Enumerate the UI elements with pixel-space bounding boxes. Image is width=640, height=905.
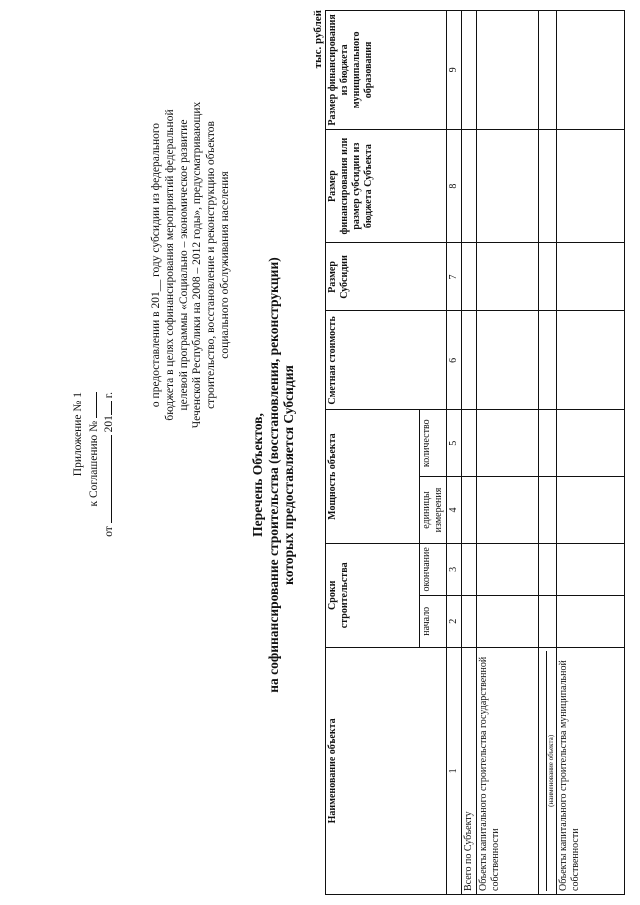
table-row [477,11,539,895]
annex-date-from: от [103,526,115,537]
row-municipal-objects-label: Объекты капитального строительства муниципальной собственности [557,647,625,894]
column-number: 8 [447,129,462,243]
header-capacity-unit: единицы измерения [420,477,447,544]
column-numbers-row [447,11,462,895]
annex-date [101,392,117,622]
column-number: 2 [447,595,462,647]
purpose-line: Чеченской Республики на 2008 – 2012 годы», предусматривающих [191,101,204,429]
header-row [326,11,420,895]
title-line: на софинансирование строительства (восстановления, реконструкции) [265,257,281,693]
annex-header [72,392,117,622]
column-number: 9 [447,11,462,130]
annex-agreement [86,392,102,622]
table-row [557,11,625,895]
purpose-line: строительство, восстановление и реконструкцию объектов [205,121,218,409]
header-terms-end: окончание [420,543,447,595]
column-number: 5 [447,410,462,477]
purpose-line: социального обслуживания населения [218,171,231,359]
units-label: тыс. рублей [312,10,324,69]
purpose-line: целевой программы «Социально – экономическое развитие [177,119,190,411]
annex-date-year: 201 [103,415,115,433]
object-name-caption: (наименование объекта) [546,651,555,891]
header-estimate: Сметная стоимость [326,311,447,410]
annex-agreement-label: к Соглашению № [87,420,100,507]
column-number: 1 [447,647,462,894]
row-total-label: Всего по Субъекту [462,647,477,894]
header-subject-funding: Размер финансирования или размер субсидии из бюджета Субъекта [326,129,447,243]
header-name: Наименование объекта [326,647,447,894]
title-line: Перечень Объектов, [250,413,265,537]
annex-date-g: г. [103,392,115,399]
column-number: 4 [447,477,462,544]
annex-number: Приложение № 1 [72,392,84,477]
row-object-name-cell [539,647,557,894]
column-number: 6 [447,311,462,410]
title-line: которых предоставляется Субсидия [281,365,296,585]
column-number: 3 [447,543,462,595]
header-capacity: Мощность объекта [326,410,420,544]
column-number: 7 [447,243,462,311]
table-row [462,11,477,895]
purpose-line: бюджета в целях софинансирования мероприятий федеральной [163,109,176,421]
table-row [539,11,557,895]
header-terms-start: начало [420,595,447,647]
header-capacity-qty: количество [420,410,447,477]
objects-table [325,10,625,895]
purpose-line: о предоставлении в 201__ году субсидии из федерального [150,122,162,408]
state-objects-text: Объекты капитального строительства государственной собственности [478,656,501,891]
purpose-text [150,10,233,520]
document-title [250,195,297,755]
header-municipal-funding: Размер финансирования из бюджета муниципального образования [326,11,447,130]
row-state-objects-label [477,647,539,894]
header-subsidy: Размер Субсидии [326,243,447,311]
header-terms: Сроки строительства [326,543,420,647]
